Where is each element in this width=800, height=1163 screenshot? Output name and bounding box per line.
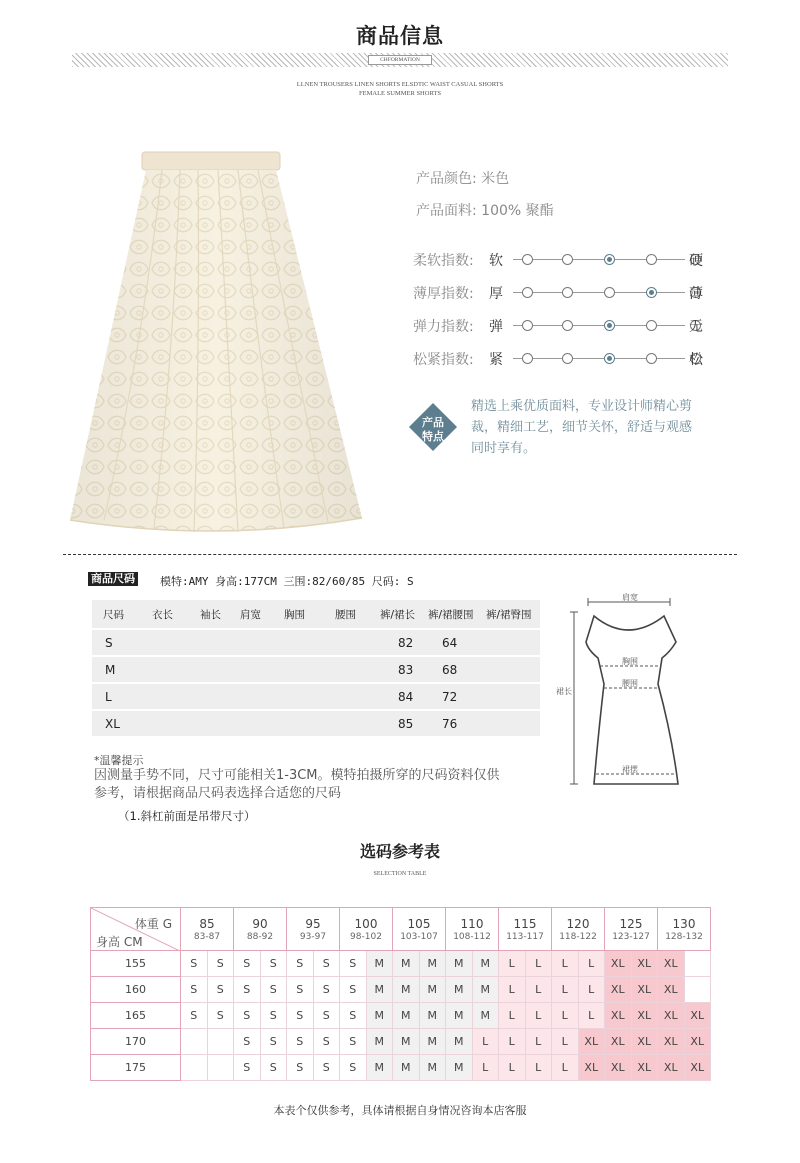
weight-kg: 85 [199, 917, 215, 931]
size-grid-cell: S [314, 977, 341, 1003]
height-row-header: 165 [90, 1003, 181, 1029]
weight-kg: 115 [513, 917, 537, 931]
size-grid-cell: M [393, 1029, 420, 1055]
size-grid-cell: M [446, 1003, 473, 1029]
page-title: 商品信息 [356, 23, 444, 48]
size-grid-cell: L [499, 1003, 526, 1029]
weight-range: 88-92 [246, 932, 274, 942]
size-grid-cell: S [261, 1003, 288, 1029]
size-table [92, 600, 540, 738]
size-grid-cell: S [181, 951, 208, 977]
size-grid-cell: M [420, 977, 447, 1003]
size-grid-cell: S [208, 1003, 235, 1029]
weight-kg: 90 [252, 917, 268, 931]
diagram-label-hem: 裙摆 [622, 765, 638, 774]
color-info [416, 168, 509, 188]
size-cell: XL [105, 716, 120, 731]
size-grid-cell: S [314, 1003, 341, 1029]
size-grid-cell: L [499, 1055, 526, 1081]
index-row [413, 349, 713, 369]
size-grid-cell: M [473, 977, 500, 1003]
weight-column-header [552, 907, 605, 951]
weight-kg: 95 [305, 917, 321, 931]
size-table-column-header: 裤/裙臀围 [486, 608, 532, 621]
index-track [513, 358, 685, 359]
weight-range: 113-117 [506, 932, 544, 942]
feature-label [408, 416, 458, 444]
size-grid-cell: M [446, 977, 473, 1003]
size-grid-cell: M [473, 1003, 500, 1029]
note-body [94, 767, 544, 803]
weight-kg: 130 [672, 917, 696, 931]
size-grid-cell [208, 1055, 235, 1081]
measurement-diagram [552, 586, 702, 791]
waist-cell: 76 [442, 716, 458, 731]
header-subtitle-line-2: FEMALE SUMMER SHORTS [359, 90, 441, 97]
size-grid-cell [181, 1029, 208, 1055]
size-grid-cell: XL [632, 1003, 659, 1029]
size-grid-cell: M [446, 1029, 473, 1055]
size-table-column-header: 腰围 [335, 608, 356, 621]
color-label: 产品颜色: [416, 171, 477, 187]
size-cell: S [105, 635, 113, 650]
index-right-label: 硬 [689, 253, 703, 269]
header-badge: CHFORMATION [368, 55, 432, 65]
diagram-label-length: 裙长 [556, 687, 572, 696]
size-table-header [92, 600, 540, 630]
index-left-label: 厚 [489, 286, 503, 302]
size-grid-cell: L [579, 1003, 606, 1029]
size-grid-cell: M [393, 1055, 420, 1081]
weight-column-header [605, 907, 658, 951]
size-grid-cell: L [499, 951, 526, 977]
size-grid-cell: S [234, 1003, 261, 1029]
weight-column-header [658, 907, 711, 951]
selection-subtitle: SELECTION TABLE [373, 871, 427, 877]
weight-kg: 125 [619, 917, 643, 931]
weight-column-header [340, 907, 393, 951]
index-dot [522, 287, 533, 298]
size-grid-cell: L [526, 1055, 553, 1081]
size-grid-cell: XL [658, 1055, 685, 1081]
weight-range: 103-107 [400, 932, 438, 942]
size-cell: L [105, 689, 112, 704]
size-grid-cell: S [287, 1003, 314, 1029]
feature-label-line-1: 产品 [422, 416, 444, 429]
waist-cell: 64 [442, 635, 458, 650]
index-label: 松紧指数: [413, 352, 474, 368]
index-dot [604, 320, 615, 331]
size-table-row [92, 711, 540, 738]
size-cell: M [105, 662, 116, 677]
size-grid-cell: S [261, 977, 288, 1003]
size-grid-cell: L [552, 1003, 579, 1029]
diagram-label-chest: 胸围 [622, 657, 638, 666]
size-grid-cell: M [420, 1055, 447, 1081]
index-track [513, 325, 685, 326]
weight-range: 128-132 [665, 932, 703, 942]
size-grid-cell: XL [605, 1055, 632, 1081]
section-divider [63, 554, 737, 555]
index-dot [522, 320, 533, 331]
size-grid-cell: M [420, 1003, 447, 1029]
size-grid-cell: S [181, 1003, 208, 1029]
index-dot [522, 353, 533, 364]
size-grid-cell: M [367, 1003, 394, 1029]
size-table-column-header: 衣长 [152, 608, 173, 621]
weight-range: 83-87 [193, 932, 221, 942]
size-grid-cell: XL [605, 977, 632, 1003]
index-track [513, 259, 685, 260]
size-table-column-header: 尺码 [103, 608, 124, 621]
size-grid-cell: L [552, 1029, 579, 1055]
size-grid-cell: XL [632, 1029, 659, 1055]
weight-column-header [181, 907, 234, 951]
size-grid-cell: S [208, 951, 235, 977]
weight-column-header [393, 907, 446, 951]
size-grid-cell: M [420, 1029, 447, 1055]
size-grid-cell: L [552, 977, 579, 1003]
size-grid-cell: L [499, 977, 526, 1003]
size-grid-cell: XL [658, 977, 685, 1003]
footer-note: 本表个仅供参考，具体请根据自身情况咨询本店客服 [273, 1104, 527, 1117]
size-grid-cell: S [314, 1029, 341, 1055]
size-table-column-header: 裤/裙长 [380, 608, 416, 621]
index-left-label: 弹 [489, 319, 503, 335]
size-grid-cell: L [499, 1029, 526, 1055]
index-dot [646, 353, 657, 364]
weight-column-header [446, 907, 499, 951]
waist-cell: 72 [442, 689, 458, 704]
size-grid-cell: M [420, 951, 447, 977]
weight-range: 118-122 [559, 932, 597, 942]
color-value: 米色 [481, 171, 510, 187]
size-grid-cell: S [340, 1003, 367, 1029]
index-row [413, 250, 713, 270]
size-grid-cell: L [552, 951, 579, 977]
size-grid-cell: L [526, 951, 553, 977]
weight-range: 123-127 [612, 932, 650, 942]
size-grid-cell: S [340, 977, 367, 1003]
size-table-column-header: 胸围 [284, 608, 305, 621]
size-grid-cell: L [526, 1003, 553, 1029]
size-grid-cell: S [287, 1055, 314, 1081]
feature-text [471, 396, 701, 459]
size-grid-cell [685, 951, 712, 977]
index-label: 弹力指数: [413, 319, 474, 335]
index-dot [646, 254, 657, 265]
note-line-2: 参考，请根据商品尺码表选择合适您的尺码 [94, 786, 342, 801]
length-cell: 82 [398, 635, 414, 650]
size-grid-cell: S [314, 951, 341, 977]
note-line-1: 因测量手势不同，尺寸可能相关1-3CM。模特拍摄所穿的尺码资料仅供 [94, 768, 500, 783]
size-grid-cell: XL [632, 951, 659, 977]
height-row-header: 155 [90, 951, 181, 977]
corner-height-label: 身高 CM [96, 935, 143, 949]
index-row [413, 283, 713, 303]
weight-range: 108-112 [453, 932, 491, 942]
fabric-info [416, 200, 554, 220]
size-grid-cell: M [446, 1055, 473, 1081]
index-right-label: 松 [689, 352, 703, 368]
size-table-column-header: 肩宽 [240, 608, 261, 621]
size-grid-cell: M [473, 951, 500, 977]
size-grid-cell [208, 1029, 235, 1055]
weight-kg: 110 [460, 917, 484, 931]
size-grid-cell: M [446, 951, 473, 977]
size-grid-cell: L [526, 1029, 553, 1055]
weight-kg: 100 [354, 917, 378, 931]
size-table-column-header: 裤/裙腰围 [428, 608, 474, 621]
size-grid-cell: M [367, 977, 394, 1003]
selection-corner [90, 907, 181, 951]
index-left-label: 软 [489, 253, 503, 269]
length-cell: 84 [398, 689, 414, 704]
diagram-label-shoulder: 肩宽 [622, 593, 638, 602]
height-row-header: 175 [90, 1055, 181, 1081]
size-grid-cell: XL [685, 1029, 712, 1055]
size-grid-cell: XL [685, 1055, 712, 1081]
skirt-image [62, 148, 372, 548]
size-grid-cell: XL [658, 1003, 685, 1029]
size-grid-cell: S [340, 1055, 367, 1081]
size-grid-cell: L [552, 1055, 579, 1081]
index-right-label: 无 [689, 319, 703, 335]
waist-cell: 68 [442, 662, 458, 677]
size-grid-cell: S [287, 1029, 314, 1055]
size-grid-cell: S [234, 951, 261, 977]
corner-weight-label: 体重 G [134, 917, 172, 931]
weight-column-header [499, 907, 552, 951]
note-title: *温馨提示 [94, 754, 144, 767]
note-sub: （1.斜杠前面是吊带尺寸） [118, 809, 256, 823]
weight-range: 98-102 [350, 932, 382, 942]
size-grid-cell: XL [632, 1055, 659, 1081]
size-grid-cell: L [579, 977, 606, 1003]
size-grid-cell: S [261, 1029, 288, 1055]
model-info: 模特:AMY 身高:177CM 三围:82/60/85 尺码: S [160, 575, 414, 588]
fabric-label: 产品面料: [416, 203, 477, 219]
index-dot [562, 320, 573, 331]
index-dot [562, 353, 573, 364]
index-dot [562, 254, 573, 265]
size-grid-cell: XL [632, 977, 659, 1003]
weight-column-header [234, 907, 287, 951]
feature-text-line-2: 裁，精细工艺，细节关怀，舒适与观感 [471, 420, 693, 435]
size-grid-cell: S [261, 951, 288, 977]
selection-title: 选码参考表 [359, 842, 440, 861]
size-tag: 商品尺码 [88, 572, 138, 586]
size-table-row [92, 684, 540, 711]
index-label: 柔软指数: [413, 253, 474, 269]
weight-kg: 120 [566, 917, 590, 931]
index-left-label: 紧 [489, 352, 503, 368]
size-grid-cell: M [393, 951, 420, 977]
index-dot [646, 320, 657, 331]
size-grid-cell: M [367, 951, 394, 977]
size-grid-cell: S [234, 977, 261, 1003]
size-grid-cell: S [234, 1055, 261, 1081]
index-dot [646, 287, 657, 298]
size-grid-cell: S [181, 977, 208, 1003]
index-track [513, 292, 685, 293]
length-cell: 83 [398, 662, 414, 677]
size-grid-cell: M [393, 977, 420, 1003]
size-grid-cell [181, 1055, 208, 1081]
index-dot [562, 287, 573, 298]
index-right-label: 薄 [689, 286, 703, 302]
fabric-value: 100% 聚酯 [481, 203, 554, 219]
size-grid-cell: S [261, 1055, 288, 1081]
feature-text-line-1: 精选上乘优质面料，专业设计师精心剪 [471, 399, 693, 414]
size-grid-cell: S [208, 977, 235, 1003]
feature-label-line-2: 特点 [422, 430, 444, 443]
feature-text-line-3: 同时享有。 [471, 441, 537, 456]
length-cell: 85 [398, 716, 414, 731]
index-label: 薄厚指数: [413, 286, 474, 302]
size-grid-cell: L [579, 951, 606, 977]
weight-column-header [287, 907, 340, 951]
index-dot [522, 254, 533, 265]
size-grid-cell: M [367, 1055, 394, 1081]
header-subtitle [200, 80, 600, 98]
index-dot [604, 287, 615, 298]
size-grid-cell: M [393, 1003, 420, 1029]
size-grid-cell: S [287, 977, 314, 1003]
height-row-header: 170 [90, 1029, 181, 1055]
size-grid-cell: S [340, 951, 367, 977]
index-row [413, 316, 713, 336]
size-grid-cell: XL [685, 1003, 712, 1029]
size-grid-cell: XL [658, 951, 685, 977]
size-grid-cell: XL [605, 1003, 632, 1029]
size-grid-cell: XL [605, 1029, 632, 1055]
size-grid-cell: L [473, 1029, 500, 1055]
size-grid-cell: L [473, 1055, 500, 1081]
size-grid-cell: XL [579, 1055, 606, 1081]
index-dot [604, 254, 615, 265]
size-grid-cell: L [526, 977, 553, 1003]
size-table-row [92, 630, 540, 657]
height-row-header: 160 [90, 977, 181, 1003]
size-grid-cell: S [314, 1055, 341, 1081]
size-table-column-header: 袖长 [200, 608, 221, 621]
size-grid-cell: XL [658, 1029, 685, 1055]
size-grid-cell: S [340, 1029, 367, 1055]
weight-range: 93-97 [299, 932, 327, 942]
size-grid-cell: M [367, 1029, 394, 1055]
diagram-label-waist: 腰围 [622, 679, 638, 688]
size-grid-cell: XL [579, 1029, 606, 1055]
size-grid-cell [685, 977, 712, 1003]
weight-kg: 105 [407, 917, 431, 931]
size-table-row [92, 657, 540, 684]
index-dot [604, 353, 615, 364]
size-grid-cell: S [234, 1029, 261, 1055]
size-grid-cell: S [287, 951, 314, 977]
size-grid-cell: XL [605, 951, 632, 977]
header-subtitle-line-1: LLNEN TROUSERS LINEN SHORTS ELSDTIC WAIST CASUAL SHORTS [296, 81, 504, 88]
